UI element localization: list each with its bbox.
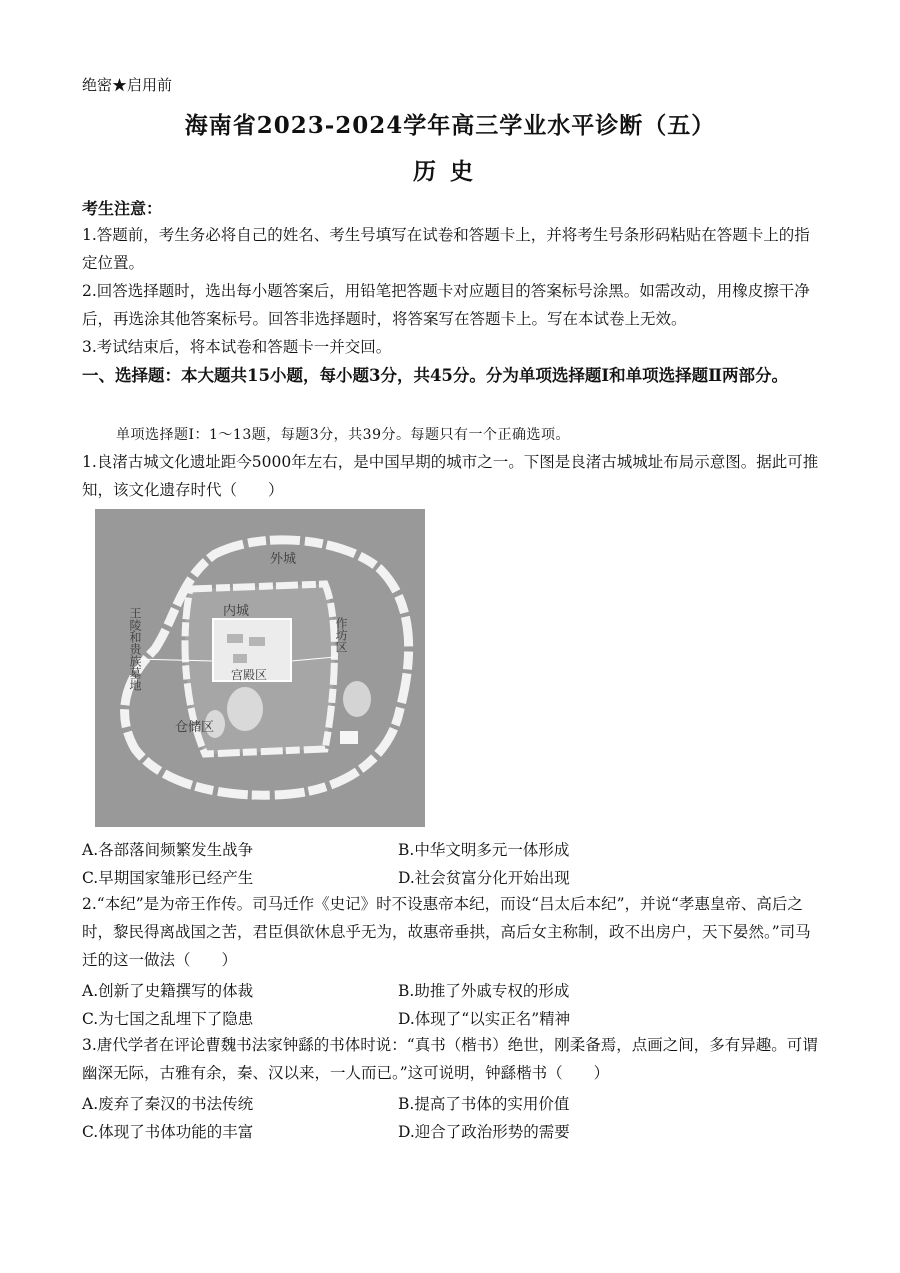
question-1-stem: 1.良渚古城文化遗址距今5000年左右，是中国早期的城市之一。下图是良渚古城城址布局示意图。据此可推知，该文化遗存时代（ ） — [82, 453, 819, 499]
map-label-outer: 外城 — [270, 552, 297, 567]
liangzhu-city-map — [95, 509, 425, 827]
q2-option-c: C.为七国之乱埋下了隐患 — [82, 1010, 254, 1028]
subject-title: 历史 — [413, 158, 487, 185]
question-3-stem: 3.唐代学者在评论曹魏书法家钟繇的书体时说：“真书（楷书）绝世，刚柔备焉，点画之间，多有异趣。可谓幽深无际，古雅有余，秦、汉以来，一人而已。”这可说明，钟繇楷书（ ） — [82, 1036, 818, 1082]
map-label-palace: 宫殿区 — [231, 668, 268, 682]
secret-mark: 绝密★启用前 — [82, 76, 173, 94]
question-2-stem: 2.“本纪”是为帝王作传。司马迁作《史记》时不设惠帝本纪，而设“吕太后本纪”，并说“孝惠皇帝、高后之时，黎民得离战国之苦，君臣俱欲休息乎无为，故惠帝垂拱，高后女主称制，政不出房户，天下晏然。”司马迁的这一做法（ ） — [82, 895, 811, 969]
q1-option-b: B.中华文明多元一体形成 — [398, 841, 570, 859]
q3-option-c: C.体现了书体功能的丰富 — [82, 1123, 254, 1141]
notice-item-1: 1.答题前，考生务必将自己的姓名、考生号填写在试卷和答题卡上，并将考生号条形码粘贴在答题卡上的指定位置。 — [82, 226, 810, 272]
exam-title: 海南省2023-2024学年高三学业水平诊断（五） — [184, 112, 716, 139]
section-heading: 一、选择题：本大题共15小题，每小题3分，共45分。分为单项选择题Ⅰ和单项选择题Ⅱ两部分。 — [82, 366, 789, 385]
notice-item-3: 3.考试结束后，将本试卷和答题卡一并交回。 — [82, 338, 392, 356]
notice-item-2: 2.回答选择题时，选出每小题答案后，用铅笔把答题卡对应题目的答案标号涂黑。如需改动，用橡皮擦干净后，再选涂其他答案标号。回答非选择题时，将答案写在答题卡上。写在本试卷上无效。 — [82, 282, 810, 328]
q3-option-b: B.提高了书体的实用价值 — [398, 1095, 570, 1113]
q2-option-d: D.体现了“以实正名”精神 — [398, 1010, 571, 1028]
map-label-inner: 内城 — [223, 604, 250, 619]
map-label-workshop: 作坊区 — [334, 617, 348, 653]
section-instruction: 单项选择题Ⅰ：1～13题，每题3分，共39分。每题只有一个正确选项。 — [116, 427, 570, 443]
q1-option-c: C.早期国家雏形已经产生 — [82, 869, 254, 887]
q2-option-a: A.创新了史籍撰写的体裁 — [82, 982, 254, 1000]
map-label-tomb: 王陵和贵族墓地 — [128, 607, 142, 691]
q1-option-d: D.社会贫富分化开始出现 — [398, 869, 570, 887]
q2-option-b: B.助推了外戚专权的形成 — [398, 982, 570, 1000]
notice-heading: 考生注意： — [82, 199, 163, 218]
map-label-storage: 仓储区 — [175, 720, 215, 735]
q3-option-d: D.迎合了政治形势的需要 — [398, 1123, 570, 1141]
q3-option-a: A.废弃了秦汉的书法传统 — [82, 1095, 254, 1113]
q1-option-a: A.各部落间频繁发生战争 — [82, 841, 254, 859]
